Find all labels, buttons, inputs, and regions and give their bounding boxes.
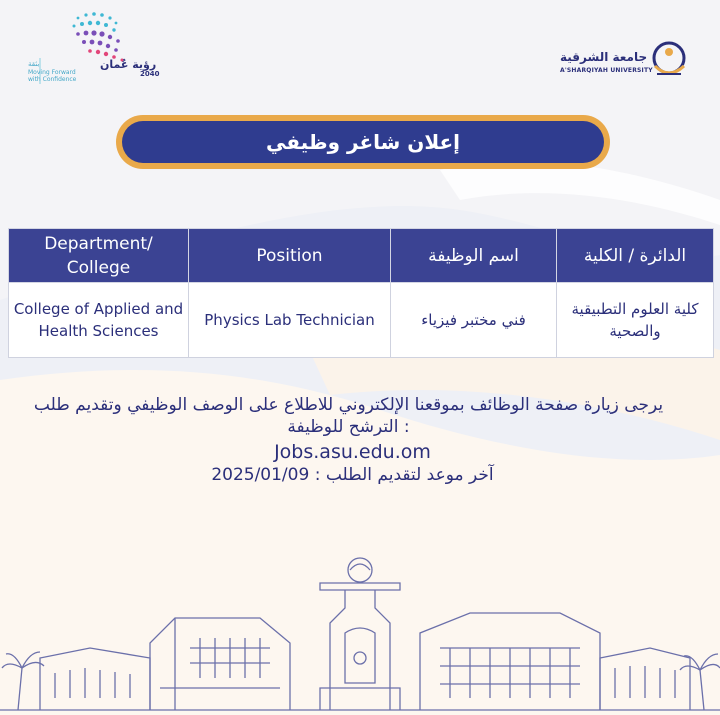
info-line-1: يرجى زيارة صفحة الوظائف بموقعنا الإلكتروني للاطلاع على الوصف الوظيفي وتقديم طلب — [33, 395, 664, 415]
table-header-row — [9, 229, 714, 283]
cell-department-ar-line1: كلية العلوم التطبيقية — [571, 300, 699, 318]
header — [0, 0, 720, 110]
vision-text: رؤية عُمان — [100, 58, 157, 71]
campus-skyline-illustration — [0, 548, 720, 715]
header-department-ar: الدائرة / الكلية — [557, 229, 714, 283]
moving-forward-en-2: with Confidence — [28, 76, 77, 83]
header-department-en-line1: Department/ — [44, 233, 153, 254]
vacancy-table-container — [8, 228, 713, 358]
title-banner — [116, 115, 610, 169]
moving-forward-en-1: Moving Forward — [28, 69, 76, 76]
university-name-en: A'SHARQIYAH UNIVERSITY — [560, 67, 653, 74]
vision-year: 2040 — [140, 70, 160, 78]
cell-department-en-line2: Health Sciences — [38, 322, 159, 340]
cell-department-en — [9, 283, 189, 358]
jobs-url-link[interactable]: Jobs.asu.edu.om — [274, 441, 431, 463]
university-name-ar: جامعة الشرقية — [560, 50, 648, 64]
cell-position-ar: فني مختبر فيزياء — [391, 283, 557, 358]
cell-department-ar — [557, 283, 714, 358]
header-department-en-line2: College — [66, 257, 131, 278]
application-info — [20, 394, 685, 486]
info-line-2: : الترشح للوظيفة — [287, 417, 410, 437]
header-position-ar: اسم الوظيفة — [391, 229, 557, 283]
header-position-en: Position — [189, 229, 391, 283]
moving-forward-ar: بثقة — [28, 60, 40, 68]
cell-department-ar-line2: والصحية — [609, 322, 661, 340]
table-row — [9, 283, 714, 358]
header-department-en — [9, 229, 189, 283]
deadline-text: آخر موعد لتقديم الطلب : 2025/01/09 — [211, 465, 494, 485]
vacancy-table — [8, 228, 714, 358]
cell-department-en-line1: College of Applied and — [13, 300, 184, 318]
page-title: إعلان شاغر وظيفي — [122, 121, 604, 163]
cell-position-en: Physics Lab Technician — [189, 283, 391, 358]
